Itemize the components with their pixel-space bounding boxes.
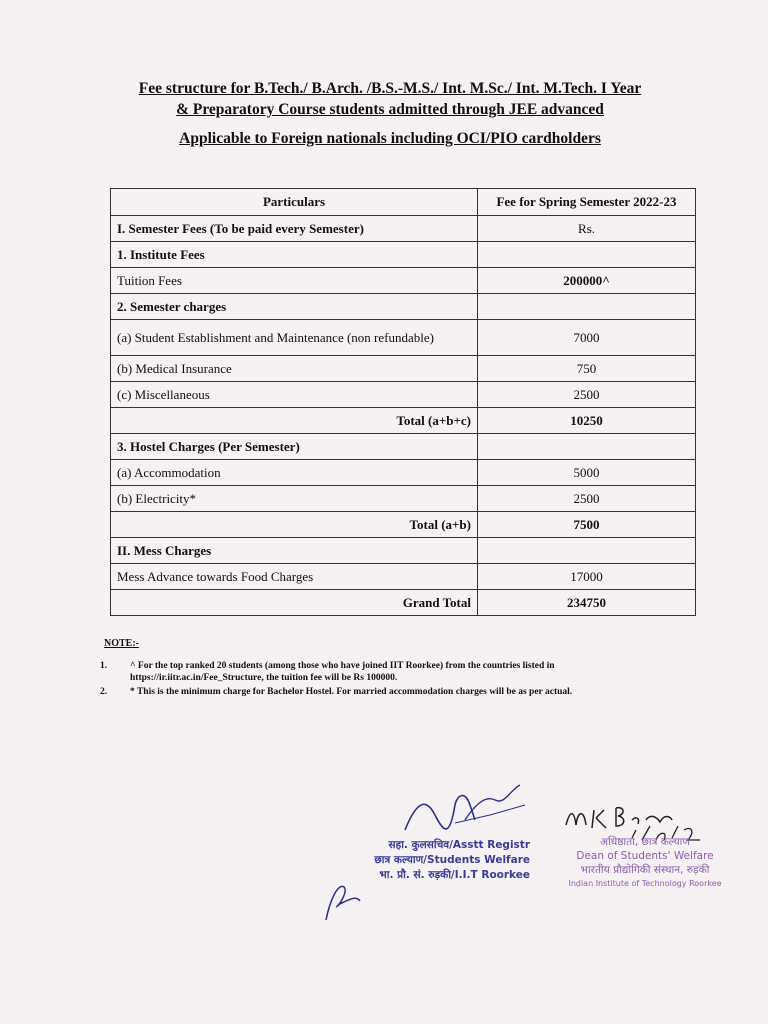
column-header-particulars: Particulars [111, 189, 478, 216]
row-value [478, 538, 696, 564]
row-label: Total (a+b) [111, 512, 478, 538]
note-number: 1. [100, 661, 108, 671]
title-line-2: & Preparatory Course students admitted through JEE advanced [176, 101, 604, 118]
table-row [111, 382, 696, 408]
table-header-row [111, 189, 696, 216]
document-title [60, 78, 720, 120]
stamp-line: Indian Institute of Technology Roorkee [568, 879, 722, 888]
dean-stamp [555, 835, 735, 891]
row-label: (c) Miscellaneous [111, 382, 478, 408]
row-value: 5000 [478, 460, 696, 486]
initials-signature [318, 875, 366, 925]
row-label: (a) Accommodation [111, 460, 478, 486]
stamp-line: सहा. कुलसचिव/Asstt Registr [388, 839, 530, 851]
stamp-line: अधिष्ठाता, छात्र कल्याण [600, 836, 690, 848]
notes-list [100, 660, 690, 700]
row-label: (a) Student Establishment and Maintenance (non refundable) [111, 320, 478, 356]
note-text: * This is the minimum charge for Bachelor Hostel. For married accommodation charges will be as per actual. [130, 687, 573, 697]
row-value: 17000 [478, 564, 696, 590]
row-label: Grand Total [111, 590, 478, 616]
row-value: 750 [478, 356, 696, 382]
stamp-line: Dean of Students' Welfare [576, 850, 714, 862]
row-label: (b) Electricity* [111, 486, 478, 512]
notes-heading: NOTE:- [104, 638, 139, 649]
table-row [111, 356, 696, 382]
row-label: 3. Hostel Charges (Per Semester) [111, 434, 478, 460]
stamp-line: भा. प्रौ. सं. रुड़की/I.I.T Roorkee [379, 869, 530, 881]
row-value [478, 294, 696, 320]
table-row-grand-total [111, 590, 696, 616]
row-value: 10250 [478, 408, 696, 434]
table-row [111, 564, 696, 590]
note-text: ^ For the top ranked 20 students (among those who have joined IIT Roorkee) from the countries listed in https://ir.iitr.ac.in/Fee_Structure, the tuition fee will be Rs 100000. [130, 661, 555, 683]
row-value: 2500 [478, 382, 696, 408]
registrar-stamp [360, 838, 530, 883]
row-value: 7500 [478, 512, 696, 538]
row-label: I. Semester Fees (To be paid every Semester) [111, 216, 478, 242]
table-row [111, 320, 696, 356]
stamp-line: भारतीय प्रौद्योगिकी संस्थान, रुड़की [580, 864, 710, 876]
table-row-total [111, 512, 696, 538]
stamp-line: छात्र कल्याण/Students Welfare [374, 854, 530, 866]
row-label: II. Mess Charges [111, 538, 478, 564]
note-number: 2. [100, 687, 108, 697]
row-value [478, 242, 696, 268]
table-row [111, 434, 696, 460]
table-row [111, 294, 696, 320]
title-line-1: Fee structure for B.Tech./ B.Arch. /B.S.-M.S./ Int. M.Sc./ Int. M.Tech. I Year [138, 80, 642, 97]
table-row [111, 460, 696, 486]
row-value: Rs. [478, 216, 696, 242]
row-label: 1. Institute Fees [111, 242, 478, 268]
table-row [111, 538, 696, 564]
note-item [100, 660, 690, 684]
left-signature [395, 775, 535, 845]
table-row [111, 486, 696, 512]
row-value: 2500 [478, 486, 696, 512]
fee-table [110, 188, 696, 616]
column-header-fee: Fee for Spring Semester 2022-23 [478, 189, 696, 216]
note-item [100, 686, 690, 698]
row-value: 7000 [478, 320, 696, 356]
document-subtitle: Applicable to Foreign nationals including OCI/PIO cardholders [179, 130, 601, 147]
table-row [111, 268, 696, 294]
row-label: Mess Advance towards Food Charges [111, 564, 478, 590]
row-label: 2. Semester charges [111, 294, 478, 320]
table-row-total [111, 408, 696, 434]
row-value [478, 434, 696, 460]
row-label: (b) Medical Insurance [111, 356, 478, 382]
row-label: Tuition Fees [111, 268, 478, 294]
table-row [111, 216, 696, 242]
row-label: Total (a+b+c) [111, 408, 478, 434]
row-value: 200000^ [478, 268, 696, 294]
row-value: 234750 [478, 590, 696, 616]
table-row [111, 242, 696, 268]
